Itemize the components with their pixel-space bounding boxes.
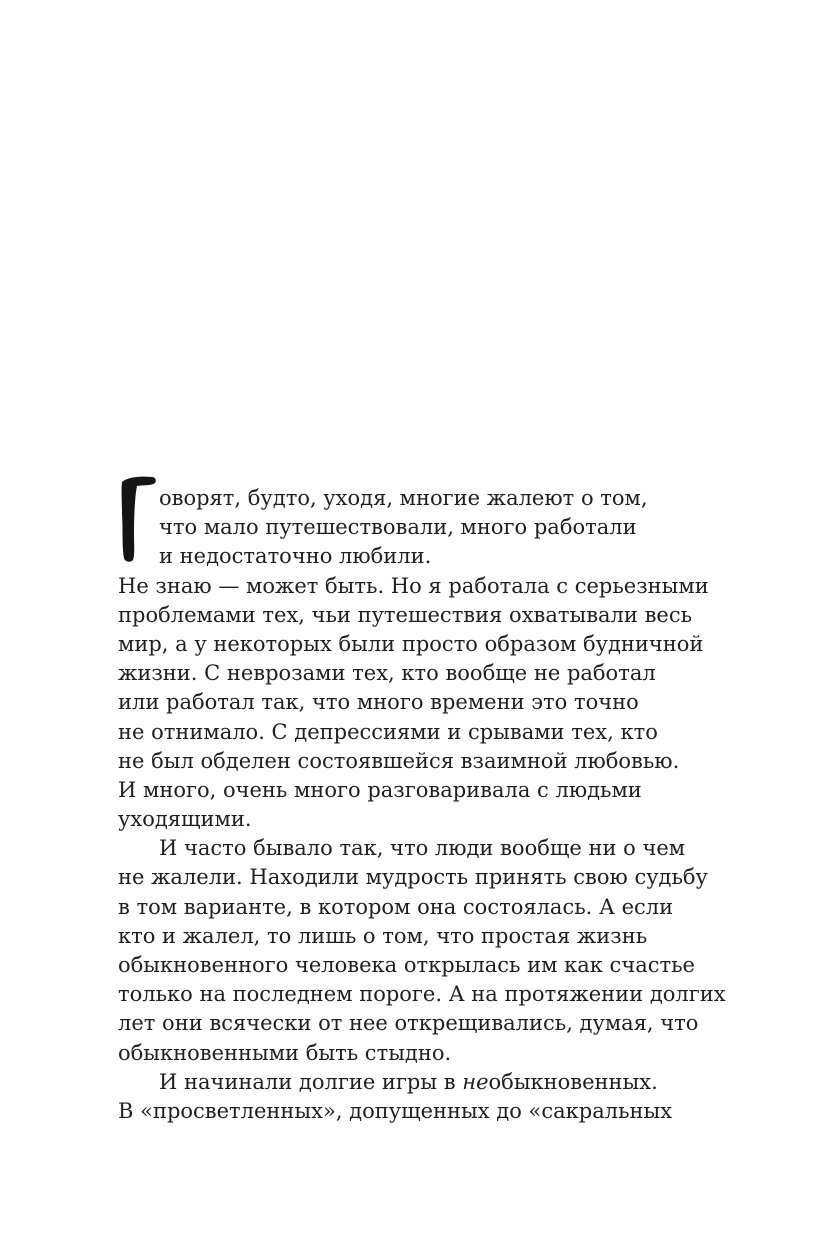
text-line (118, 1068, 718, 1097)
text-line: мир, а у некоторых были просто образом будничной (118, 631, 704, 656)
text-segment: И начинали долгие игры в (159, 1069, 463, 1094)
text-line: оворят, будто, уходя, многие жалеют о том, (159, 486, 648, 510)
text-line: обыкновенными быть стыдно. (118, 1040, 452, 1065)
text-line: В «просветленных», допущенных до «сакральных (118, 1098, 673, 1123)
body-text (118, 484, 726, 1126)
text-line: не был обделен состоявшейся взаимной любовью. (118, 748, 680, 773)
text-line: уходящими. (118, 807, 252, 832)
text-segment: обыкновенных. (488, 1069, 658, 1094)
text-line: жизни. С неврозами тех, кто вообще не работал (118, 661, 656, 686)
text-line: в том варианте, в котором она состоялась. А если (118, 894, 674, 919)
text-line: лет они всячески от нее открещивались, думая, что (118, 1011, 699, 1036)
text-line: только на последнем пороге. А на протяжении долгих (118, 982, 726, 1007)
text-line: что мало путешествовали, много работали (159, 515, 637, 540)
text-line: Не знаю — может быть. Но я работала с серьезными (118, 573, 709, 598)
italic-emphasis: не (462, 1069, 489, 1094)
text-line: И много, очень много разговаривала с людьми (118, 777, 642, 802)
text-line: и недостаточно любили. (159, 544, 432, 569)
text-line: кто и жалел, то лишь о том, что простая жизнь (118, 923, 648, 948)
text-line: И часто бывало так, что люди вообще ни о чем (159, 836, 686, 861)
text-line: проблемами тех, чьи путешествия охватывали весь (118, 602, 693, 627)
text-line: или работал так, что много времени это точно (118, 690, 639, 715)
text-line: не отнимало. С депрессиями и срывами тех, кто (118, 719, 658, 744)
text-line: обыкновенного человека открылась им как счастье (118, 953, 695, 977)
text-line: не жалели. Находили мудрость принять свою судьбу (118, 865, 708, 890)
